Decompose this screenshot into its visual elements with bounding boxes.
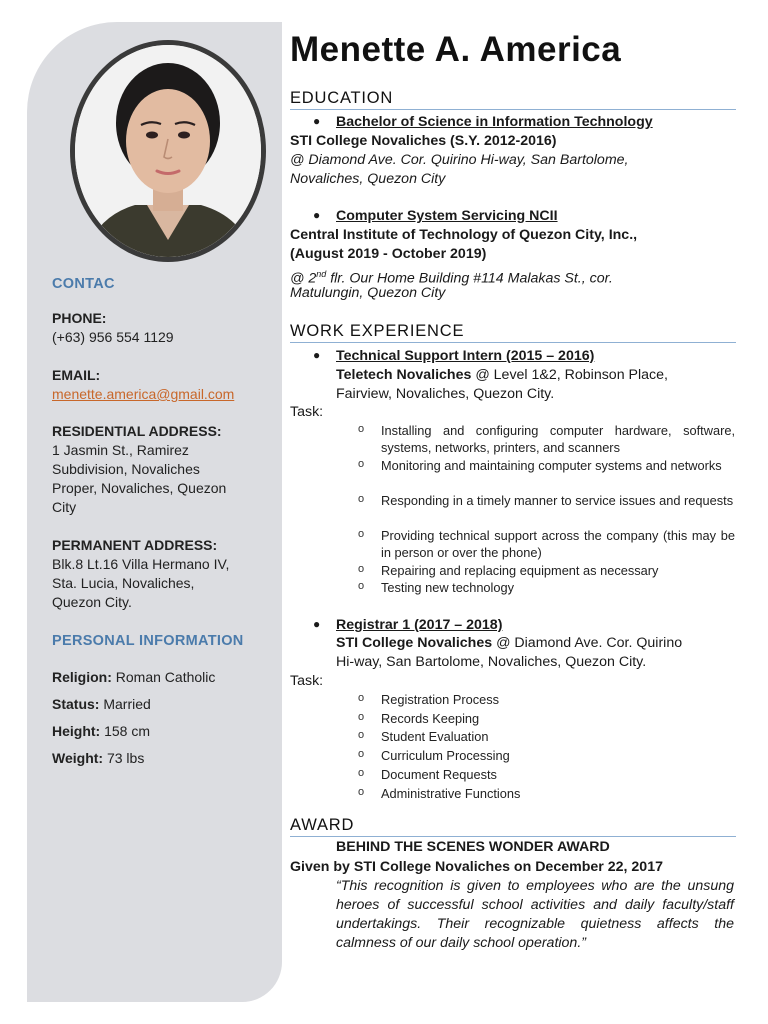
height-row: Height: 158 cm (52, 723, 151, 739)
task-item: Curriculum Processing (381, 748, 510, 763)
circle-bullet-icon: o (358, 423, 365, 435)
award-name: BEHIND THE SCENES WONDER AWARD (336, 839, 610, 855)
edu-address-2a: @ 2nd flr. Our Home Building #114 Malakas St., cor. (290, 269, 613, 287)
bullet-icon: ● (313, 348, 321, 362)
circle-bullet-icon: o (358, 748, 365, 760)
edu-school-1: STI College Novaliches (S.Y. 2012-2016) (290, 133, 557, 149)
contact-heading: CONTAC (52, 276, 115, 292)
job-company-1: Teletech Novaliches @ Level 1&2, Robinson Place, (336, 367, 668, 383)
education-heading: EDUCATION (290, 89, 736, 110)
permanent-address-line: Quezon City. (52, 594, 132, 610)
edu-address-1b: Novaliches, Quezon City (290, 171, 446, 187)
personal-info-list (52, 664, 274, 772)
edu-address-2b: Matulungin, Quezon City (290, 285, 446, 301)
residential-address-line: Proper, Novaliches, Quezon (52, 480, 227, 496)
job-location-1: Fairview, Novaliches, Quezon City. (336, 386, 555, 402)
portrait-image (75, 45, 261, 257)
award-heading: AWARD (290, 816, 736, 837)
task-item: Student Evaluation (381, 729, 489, 744)
job-company-2: STI College Novaliches @ Diamond Ave. Cor. Quirino (336, 635, 683, 651)
bullet-icon: ● (313, 114, 321, 128)
edu-degree-2: Computer System Servicing NCII (336, 208, 558, 224)
email-link[interactable]: menette.america@gmail.com (52, 386, 235, 402)
permanent-address-label: PERMANENT ADDRESS: (52, 537, 218, 553)
religion-row: Religion: Roman Catholic (52, 669, 216, 685)
task-item: Registration Process (381, 692, 500, 707)
task-item: Monitoring and maintaining computer systems and networks (381, 458, 722, 473)
profile-photo (75, 45, 261, 257)
circle-bullet-icon: o (358, 729, 365, 741)
task-item: Responding in a timely manner to service issues and requests (381, 493, 734, 508)
circle-bullet-icon: o (358, 711, 365, 723)
residential-address-line: Subdivision, Novaliches (52, 461, 200, 477)
permanent-address-line: Blk.8 Lt.16 Villa Hermano IV, (52, 556, 230, 572)
page-title: Menette A. America (290, 30, 622, 69)
job-location-2: Hi-way, San Bartolome, Novaliches, Quezon City. (336, 654, 647, 670)
task-item: Repairing and replacing equipment as necessary (381, 563, 659, 578)
work-experience-heading: WORK EXPERIENCE (290, 322, 736, 343)
task-item: Document Requests (381, 767, 497, 782)
email-section (52, 366, 274, 404)
status-row: Status: Married (52, 696, 151, 712)
circle-bullet-icon: o (358, 767, 365, 779)
job-role-1: Technical Support Intern (2015 – 2016) (336, 348, 595, 364)
task-label-1: Task: (290, 404, 324, 420)
bullet-icon: ● (313, 208, 321, 222)
task-item: Records Keeping (381, 711, 480, 726)
circle-bullet-icon: o (358, 692, 365, 704)
weight-row: Weight: 73 lbs (52, 750, 145, 766)
profile-photo-frame (70, 40, 266, 262)
edu-address-1a: @ Diamond Ave. Cor. Quirino Hi-way, San Bartolome, (290, 152, 629, 168)
task-item: Installing and configuring computer hardware, software, systems, networks, printers, and scanners (381, 423, 735, 455)
phone-value: (+63) 956 554 1129 (52, 329, 174, 345)
job-role-2: Registrar 1 (2017 – 2018) (336, 617, 503, 633)
task-item: Providing technical support across the company (this may be in person or over the phone) (381, 528, 735, 560)
circle-bullet-icon: o (358, 493, 365, 505)
task-item: Testing new technology (381, 580, 515, 595)
edu-degree-1: Bachelor of Science in Information Technology (336, 114, 653, 130)
award-quote: “This recognition is given to employees who are the unsung heroes of successful school activities and daily faculty/staff undertakings. Their recognizable quietness affects the calmness of our daily school operation.” (336, 878, 734, 951)
residential-address-line: City (52, 499, 77, 515)
permanent-address-section (52, 536, 274, 612)
task-label-2: Task: (290, 673, 324, 689)
residential-address-line: 1 Jasmin St., Ramirez (52, 442, 189, 458)
residential-address-label: RESIDENTIAL ADDRESS: (52, 423, 222, 439)
phone-label: PHONE: (52, 310, 107, 326)
edu-dates-2: (August 2019 - October 2019) (290, 246, 487, 262)
circle-bullet-icon: o (358, 580, 365, 592)
email-label: EMAIL: (52, 367, 101, 383)
circle-bullet-icon: o (358, 563, 365, 575)
task-item: Administrative Functions (381, 786, 521, 801)
edu-school-2: Central Institute of Technology of Quezon City, Inc., (290, 227, 638, 243)
award-given-by: Given by STI College Novaliches on December 22, 2017 (290, 859, 663, 875)
phone-section (52, 309, 274, 347)
residential-address-section (52, 422, 274, 517)
bullet-icon: ● (313, 617, 321, 631)
circle-bullet-icon: o (358, 458, 365, 470)
circle-bullet-icon: o (358, 786, 365, 798)
circle-bullet-icon: o (358, 528, 365, 540)
personal-info-heading: PERSONAL INFORMATION (52, 633, 244, 649)
permanent-address-line: Sta. Lucia, Novaliches, (52, 575, 195, 591)
